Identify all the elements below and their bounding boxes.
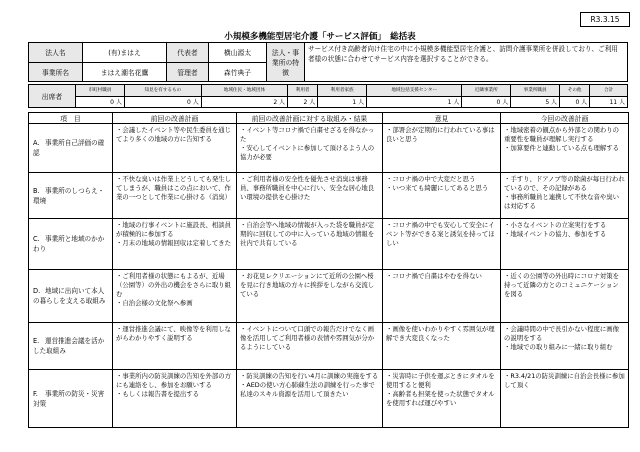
rep-label: 代表者 bbox=[167, 43, 209, 63]
header-prev-plan: 前回の改善計画 bbox=[113, 113, 237, 124]
row-item bbox=[29, 219, 113, 270]
opinion-cell: ・コロナ禍の中でも安心して安全にイベント等ができる案と誘気を持ってほしい bbox=[383, 219, 501, 270]
attendee-col-name: 事業所職員 bbox=[511, 85, 560, 97]
prev-plan-cell: ・運営推進会議にて、映像等を利用しながらわかりやすく説明する bbox=[113, 323, 237, 370]
attendee-table bbox=[28, 84, 628, 108]
header-result: 前回の改善計画に対する取組み・結果 bbox=[237, 113, 383, 124]
attendee-count: 1 人 bbox=[318, 96, 367, 108]
result-cell: ・防災訓練の告知を行い4月に訓練の実施をする ・AEDの使い方心肺蘇生法の訓練を行った事で私達のスキル資源を活用して頂きたい bbox=[237, 370, 383, 428]
next-plan-cell: ・小さなイベントの立案実行をする ・地域イベントの協力、参加をする bbox=[501, 219, 629, 270]
row-item bbox=[29, 270, 113, 323]
attendee-col-name: 知見を有するもの bbox=[124, 85, 201, 97]
feature-label: 法人・事業所の特徴 bbox=[267, 43, 305, 82]
manager-value: 森竹典子 bbox=[209, 62, 267, 82]
result-cell: ・ご利用者様の安全性を優先させ消臭は事務員、事務所職員を中心に行い、安全な居心地良い環境の提供を心掛けた bbox=[237, 173, 383, 219]
header-next-plan: 今回の改善計画 bbox=[501, 113, 629, 124]
attendee-col-name: 市町村職員 bbox=[76, 85, 125, 97]
row-num: E. bbox=[33, 337, 40, 345]
header-item: 項 目 bbox=[29, 113, 113, 124]
opinion-cell: ・災害時に子供を運ぶときにタオルを使用すると便利 ・高齢者も担架を使った状態でタオルを使用すれば運びやすい bbox=[383, 370, 501, 428]
table-row bbox=[29, 370, 629, 428]
table-row bbox=[29, 124, 629, 173]
row-item-text: 事業所と地域のかかわり bbox=[33, 235, 105, 253]
attendee-total: 11 人 bbox=[590, 96, 628, 108]
opinion-cell: ・コロナ禍の中で大変だと思う ・いつ来ても綺麗にしてあると思う bbox=[383, 173, 501, 219]
row-item-text: 事業所の防災・災害対策 bbox=[33, 389, 105, 408]
row-item bbox=[29, 370, 113, 428]
attendee-count: 0 人 bbox=[76, 96, 125, 108]
row-item-text: 運営推進会議を活かした取組み bbox=[33, 337, 105, 355]
row-item bbox=[29, 173, 113, 219]
attendee-col-name: 利用者家族 bbox=[318, 85, 367, 97]
result-cell: ・イベント等コロナ禍で自粛せざるを得なかった ・安心してイベントに参加して頂けるよう人の協力が必要 bbox=[237, 124, 383, 173]
table-row bbox=[29, 323, 629, 370]
attendee-count: 1 人 bbox=[367, 96, 462, 108]
next-plan-cell: ・手すり、ドアノブ等の除菌が毎日行われているので、その記録がある ・事務所職員と連携して不快な音や臭いは対応する bbox=[501, 173, 629, 219]
corp-value: (有)まはえ bbox=[83, 43, 167, 63]
office-value: まはえ潮名花鷹 bbox=[83, 62, 167, 82]
table-row bbox=[29, 219, 629, 270]
attendee-count: 0 人 bbox=[124, 96, 201, 108]
rep-value: 横山源太 bbox=[209, 43, 267, 63]
result-cell: ・イベントについて口頭での報告だけでなく画像を活用してご利用者様の表情や雰囲気が分かるようにしている bbox=[237, 323, 383, 370]
row-num: D. bbox=[33, 287, 41, 295]
row-item-text: 事業所自己評価の確認 bbox=[33, 139, 105, 157]
next-plan-cell: ・会議時間の中で長引かない程度に画像の説明をする ・地域での取り組みに一緒に取り組む bbox=[501, 323, 629, 370]
next-plan-cell: ・R3.4/21の防災訓練に自治会長様に参加して頂く bbox=[501, 370, 629, 428]
attendee-col-name: 地域包括支援センター bbox=[367, 85, 462, 97]
row-num: B. bbox=[33, 186, 40, 195]
attendee-col-name: 地域住民・地域団体 bbox=[201, 85, 287, 97]
attendee-count: 2 人 bbox=[201, 96, 287, 108]
opinion-cell: ・コロナ禍で自粛はやむを得ない bbox=[383, 270, 501, 323]
attendee-col-name: 近隣事業所 bbox=[462, 85, 511, 97]
page-title: 小規模多機能型居宅介護「サービス評価」 総括表 bbox=[224, 32, 416, 42]
opinion-cell: ・部署会が定期的に行われている事は良いと思う bbox=[383, 124, 501, 173]
result-cell: ・お花見レクリエーションにて近所の公園へ桜を見に行き地域の方々に挨拶をしながら交流している bbox=[237, 270, 383, 323]
prev-plan-cell: ・ご利用者様の状態にもよるが、近場（公園等）の外出の機会をさらに取り組む ・自治会様の文化祭へ参画 bbox=[113, 270, 237, 323]
office-info-table bbox=[28, 42, 628, 82]
opinion-cell: ・画像を使いわかりやすく雰囲気が理解でき大変良くなった bbox=[383, 323, 501, 370]
next-plan-cell: ・地域密着の観点から外部との関わりの重要性を職員が理解し実行する ・加算要件と連動している点も理解する bbox=[501, 124, 629, 173]
row-num: A. bbox=[33, 139, 40, 147]
table-row bbox=[29, 270, 629, 323]
table-row bbox=[29, 173, 629, 219]
prev-plan-cell: ・不快な臭いは作業上どうしても発生してしまうが、職員はこの点において、作業の一つとして作業に心掛ける（消臭） bbox=[113, 173, 237, 219]
header-opinion: 意見 bbox=[383, 113, 501, 124]
attendee-count: 2 人 bbox=[288, 96, 318, 108]
row-item-text: 地域に出向いて本人の暮らしを支える取組み bbox=[33, 287, 106, 305]
result-cell: ・自治会等へ地域の情報が入った袋を職員が定期的に回収しての中に入っている地域の情報を社内で共有している bbox=[237, 219, 383, 270]
row-num: F. bbox=[33, 389, 38, 398]
prev-plan-cell: ・事業所内の防災訓練の告知を外部の方にも連絡をし、参加をお願いする ・もしくは報告書を提出する bbox=[113, 370, 237, 428]
attendee-count: 0 人 bbox=[462, 96, 511, 108]
attendee-col-name: その他 bbox=[560, 85, 590, 97]
corp-label: 法人名 bbox=[29, 43, 83, 63]
prev-plan-cell: ・地域の行事イベントに施設長、相談員が積極的に参加する ・月末の地域の情報回収は定着してきた bbox=[113, 219, 237, 270]
attendee-label: 出席者 bbox=[29, 85, 76, 108]
row-item bbox=[29, 124, 113, 173]
row-item bbox=[29, 323, 113, 370]
row-item-text: 事業所のしつらえ・環境 bbox=[33, 186, 105, 205]
attendee-col-name: 利用者 bbox=[288, 85, 318, 97]
feature-text: サービス付き高齢者向け住宅の中に小規模多機能型居宅介護と、訪問介護事業所を併設しており、ご利用者様の状態に合わせてサービス内容を選択することができる。 bbox=[305, 43, 628, 82]
row-num: C. bbox=[33, 235, 40, 243]
date-stamp: R3.3.15 bbox=[580, 12, 630, 27]
attendee-col-name: 合計 bbox=[590, 85, 628, 97]
manager-label: 管理者 bbox=[167, 62, 209, 82]
next-plan-cell: ・近くの公園等の外出時にコロナ対策を持って近隣の方とのコミュニケーションを図る bbox=[501, 270, 629, 323]
evaluation-table bbox=[28, 112, 629, 428]
attendee-count: 0 人 bbox=[560, 96, 590, 108]
office-label: 事業所名 bbox=[29, 62, 83, 82]
prev-plan-cell: ・会議したイベント等や民生委員を通じてより多くの地域の方に告知する bbox=[113, 124, 237, 173]
attendee-count: 5 人 bbox=[511, 96, 560, 108]
